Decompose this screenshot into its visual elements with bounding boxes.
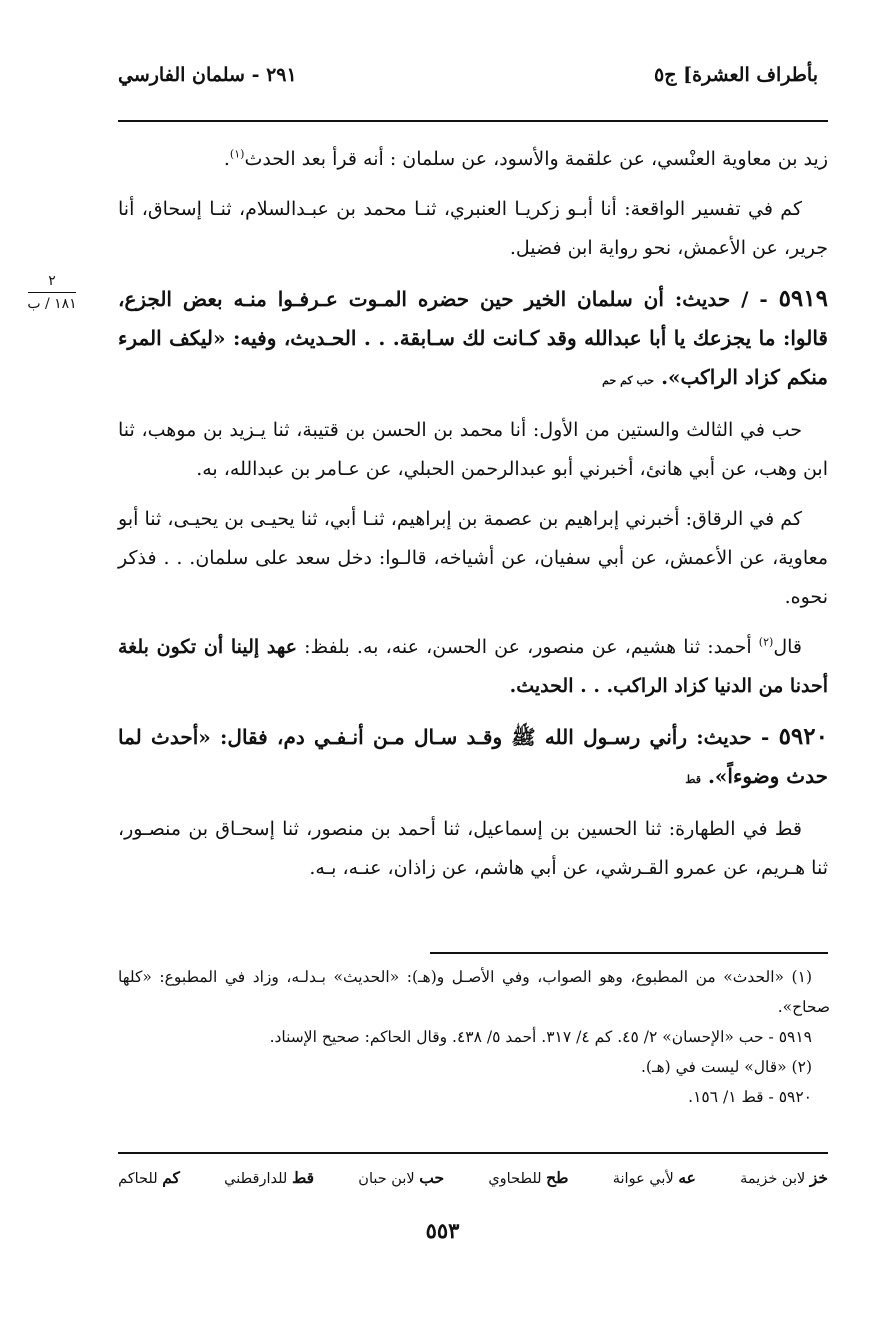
hadith-number-5920: ٥٩٢٠ — [778, 723, 828, 750]
margin-note-top: ٢ — [48, 273, 56, 289]
hadith-number-5919: ٥٩١٩ — [778, 285, 828, 312]
legend-abbr: عه — [678, 1168, 696, 1187]
hadith-5920 — [118, 717, 828, 799]
legend-item — [613, 1168, 696, 1187]
page-number: ٥٥٣ — [425, 1218, 460, 1243]
hadith-5919 — [118, 279, 828, 400]
paragraph-5: كم في الرقاق: أخبرني إبراهيم بن عصمة بن إبراهيم، ثنـا أبي، ثنا يحيـى بن يحيـى، ثنا أبو معاوية، عن الأعمش، عن أبي سفيان، عن أشياخه، قالـوا: دخل سعد على سلمان. . . فذكر نحوه. — [118, 508, 828, 608]
paragraph-1-end: . — [223, 148, 230, 170]
legend-label: لابن حبان — [358, 1171, 415, 1187]
hadith-5919-text: - / حديث: أن سلمان الخير حين حضره المـوت عـرفـوا منـه بعض الجزع، قالوا: ما يجزعك يا أبا عبدالله وقد كـانت لك سـابقة. . . الحـديث، وفيه: «ليكف المرء منكم كزاد الراكب». — [118, 287, 828, 389]
legend-label: للدارقطني — [224, 1171, 288, 1187]
paragraph-8: قط في الطهارة: ثنا الحسين بن إسماعيل، ثنا أحمد بن منصور، ثنا إسحـاق بن منصـور، ثنا هـريم، عن عمرو القـرشي، عن أبي هاشم، عن زاذان، عنـه، بـه. — [118, 818, 828, 879]
legend-abbr: كم — [162, 1168, 180, 1187]
legend-item — [358, 1168, 444, 1187]
legend-abbr: خز — [809, 1168, 828, 1187]
legend-abbr: قط — [291, 1168, 315, 1187]
paragraph-6-quote: عهد إلينا أن تكون بلغة أحدنا من الدنيا كزاد الراكب. . . الحديث. — [118, 636, 828, 697]
paragraph-6-text: أحمد: ثنا هشيم، عن منصور، عن الحسن، عنه، به. بلفظ: — [297, 636, 759, 658]
footnote-1: (١) «الحدث» من المطبوع، وهو الصواب، وفي الأصـل و(هـ): «الحديث» بـدلـه، وزاد في المطبوع: «كلها صحاح». — [118, 968, 830, 1016]
footnote-5920: ٥٩٢٠ - قط ١/ ١٥٦. — [688, 1088, 812, 1106]
legend-label: للحاكم — [118, 1171, 158, 1187]
footnote-2: (٢) «قال» ليست في (هـ). — [640, 1058, 812, 1076]
paragraph-6-lead: قال — [773, 636, 802, 658]
hadith-5920-sources: قط — [685, 773, 701, 786]
header-rule — [118, 120, 828, 122]
legend-label: لأبي عوانة — [612, 1171, 674, 1187]
legend-abbr: حب — [419, 1168, 445, 1187]
footnote-rule — [430, 952, 828, 954]
main-text — [118, 140, 828, 899]
paragraph-1-text: زيد بن معاوية العنْسي، عن علقمة والأسود، عن سلمان : أنه قرأ بعد الحدث — [244, 148, 828, 170]
paragraph-4: حب في الثالث والستين من الأول: أنا محمد بن الحسن بن قتيبة، ثنا يـزيد بن موهب، ثنا ابن وهب، عن أبي هانئ، أخبرني أبو عبدالرحمن الحبلي، عن عـامر بن عبدالله، به. — [118, 419, 828, 480]
legend-item — [740, 1168, 828, 1187]
header-book-title: بأطراف العشرة] ج٥ — [654, 64, 818, 86]
hadith-5919-sources: حب كم حم — [602, 374, 655, 387]
legend-item — [118, 1168, 180, 1187]
margin-folio-note — [24, 272, 80, 313]
footnote-ref-2: (٢) — [758, 635, 774, 649]
legend-rule — [118, 1152, 828, 1154]
footnotes — [118, 962, 830, 1112]
legend-item — [488, 1168, 568, 1187]
paragraph-6 — [118, 628, 828, 706]
legend-label: للطحاوي — [488, 1171, 542, 1187]
legend-label: لابن خزيمة — [740, 1171, 806, 1187]
margin-note-bottom: ١٨١ / ب — [27, 296, 77, 312]
running-header — [118, 58, 818, 92]
header-chapter-title: ٢٩١ - سلمان الفارسي — [118, 64, 297, 86]
legend-abbr: طح — [546, 1168, 569, 1187]
paragraph-2: كم في تفسير الواقعة: أنا أبـو زكريـا العنبري، ثنـا محمد بن عبـدالسلام، ثنـا إسحاق، أنا جرير، عن الأعمش، نحو رواية ابن فضيل. — [118, 198, 828, 259]
legend-item — [224, 1168, 314, 1187]
margin-note-divider — [28, 292, 76, 293]
footnote-ref-1: (١) — [229, 147, 245, 161]
abbreviation-legend — [118, 1168, 828, 1187]
hadith-5920-text: - حديث: رأني رسـول الله ﷺ وقـد سـال مـن أنـفـي دم، فقال: «أحدث لما حدث وضوءاً». — [118, 725, 828, 788]
footnote-5919: ٥٩١٩ - حب «الإحسان» ٢/ ٤٥. كم ٤/ ٣١٧. أحمد ٥/ ٤٣٨. وقال الحاكم: صحيح الإسناد. — [269, 1028, 812, 1046]
paragraph-1 — [118, 140, 828, 179]
